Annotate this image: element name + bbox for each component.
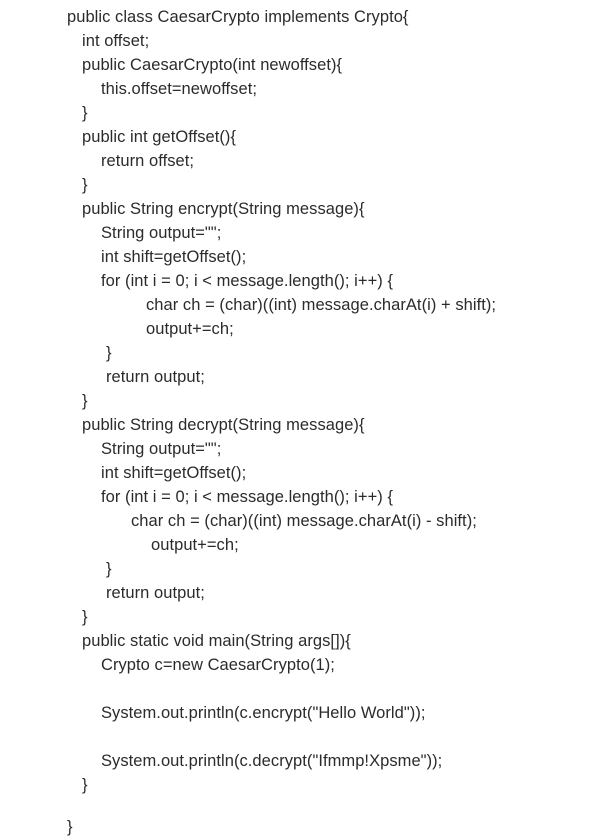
code-line-encrypt-close: } bbox=[82, 392, 88, 410]
code-line-class-close: } bbox=[67, 818, 73, 836]
code-line-decrypt-return: return output; bbox=[106, 584, 205, 602]
code-line-encrypt-char: char ch = (char)((int) message.charAt(i) + shift); bbox=[146, 296, 497, 314]
code-line-decrypt-for-close: } bbox=[106, 560, 112, 578]
code-line-main-crypto-init: Crypto c=new CaesarCrypto(1); bbox=[101, 656, 335, 674]
code-line-constructor-close: } bbox=[82, 104, 88, 122]
code-line-main-close: } bbox=[82, 776, 88, 794]
code-line-encrypt-signature: public String encrypt(String message){ bbox=[82, 200, 365, 218]
code-line-encrypt-output-init: String output=""; bbox=[101, 224, 222, 242]
code-line-class-declaration: public class CaesarCrypto implements Crypto{ bbox=[67, 8, 409, 26]
code-line-encrypt-return: return output; bbox=[106, 368, 205, 386]
code-line-constructor-body: this.offset=newoffset; bbox=[101, 80, 257, 98]
code-line-encrypt-for: for (int i = 0; i < message.length(); i++) { bbox=[101, 272, 394, 290]
code-line-decrypt-char: char ch = (char)((int) message.charAt(i) - shift); bbox=[131, 512, 477, 530]
code-line-getoffset: public int getOffset(){ bbox=[82, 128, 237, 146]
code-line-decrypt-signature: public String decrypt(String message){ bbox=[82, 416, 365, 434]
code-line-decrypt-append: output+=ch; bbox=[151, 536, 239, 554]
code-line-getoffset-close: } bbox=[82, 176, 88, 194]
code-line-encrypt-shift: int shift=getOffset(); bbox=[101, 248, 247, 266]
code-line-main-signature: public static void main(String args[]){ bbox=[82, 632, 351, 650]
code-line-main-print-encrypt: System.out.println(c.encrypt("Hello World")); bbox=[101, 704, 426, 722]
code-line-main-print-decrypt: System.out.println(c.decrypt("Ifmmp!Xpsme")); bbox=[101, 752, 443, 770]
code-line-encrypt-append: output+=ch; bbox=[146, 320, 234, 338]
code-line-constructor: public CaesarCrypto(int newoffset){ bbox=[82, 56, 343, 74]
code-line-getoffset-return: return offset; bbox=[101, 152, 195, 170]
code-line-encrypt-for-close: } bbox=[106, 344, 112, 362]
code-line-decrypt-shift: int shift=getOffset(); bbox=[101, 464, 247, 482]
code-line-decrypt-close: } bbox=[82, 608, 88, 626]
code-line-decrypt-for: for (int i = 0; i < message.length(); i++) { bbox=[101, 488, 394, 506]
code-line-field-offset: int offset; bbox=[82, 32, 150, 50]
code-line-decrypt-output-init: String output=""; bbox=[101, 440, 222, 458]
